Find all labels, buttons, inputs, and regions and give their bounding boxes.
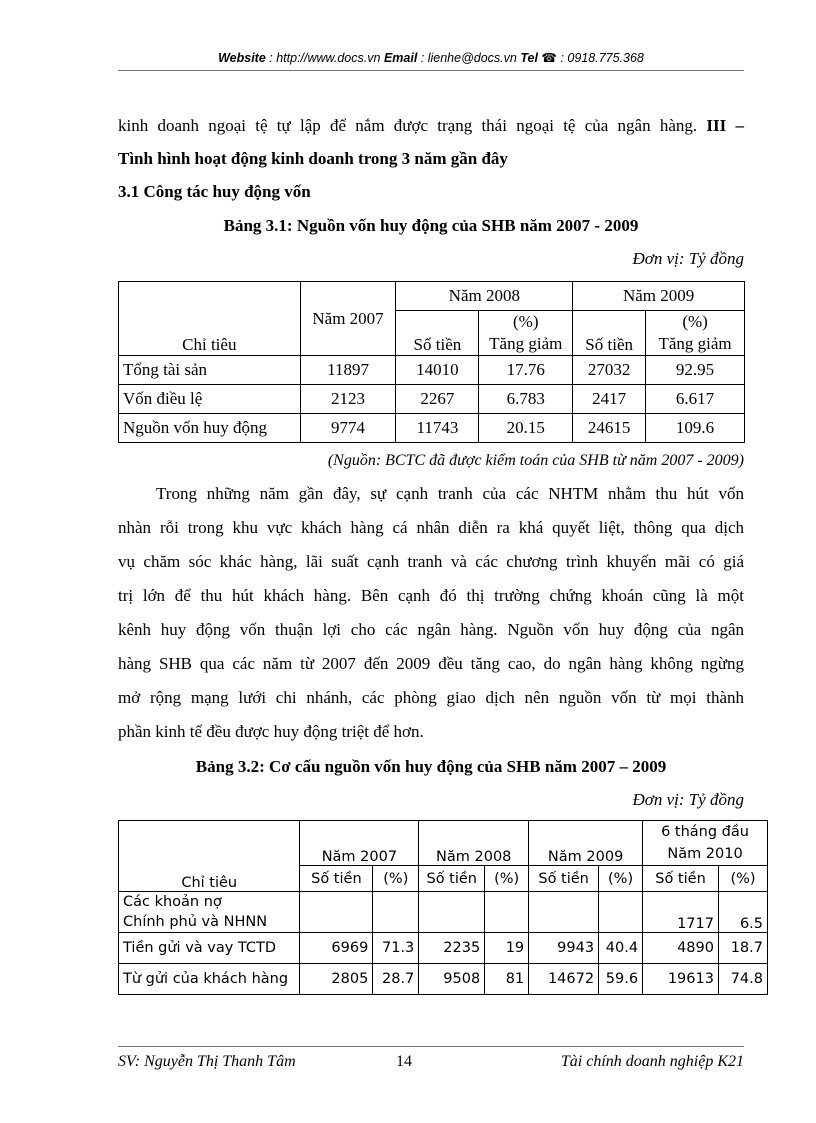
footer-divider xyxy=(118,1046,744,1047)
table1-unit: Đơn vị: Tỷ đồng xyxy=(632,249,744,268)
table2: Chỉ tiêu Năm 2007 Năm 2008 Năm 2009 6 tháng đầu Năm 2010 Số tiền (%) Số tiền (%) Số tiền (%) Số tiền (%) Các khoản nợ Chính phủ và NHNN 1717 6.5 Tiền gửi và vay TCTD 6969 71.3 2235 19 9943 40.4 4890 18.7 Từ gửi của khách hàng 2805 28.7 9508 81 14672 59.6 19613 74.8 xyxy=(118,820,768,995)
subsection-heading: 3.1 Công tác huy động vốn xyxy=(118,182,311,201)
section-heading: Tình hình hoạt động kinh doanh trong 3 năm gần đây xyxy=(118,149,508,168)
table2-unit: Đơn vị: Tỷ đồng xyxy=(632,790,744,809)
paragraph-line: kênh huy động vốn thuận lợi cho các ngân hàng. Nguồn vốn huy động của ngân xyxy=(118,620,744,639)
table1-sub-amount: Số tiền xyxy=(396,311,479,356)
website-url[interactable]: : http://www.docs.vn xyxy=(269,51,381,65)
table-row: Nguồn vốn huy động 9774 11743 20.15 24615 109.6 xyxy=(119,414,745,443)
table-row: Tổng tài sản 11897 14010 17.76 27032 92.95 xyxy=(119,356,745,385)
tel-label: Tel ☎ xyxy=(520,51,557,65)
table1-sub-pct: (%) xyxy=(646,311,745,334)
footer-student: SV: Nguyễn Thị Thanh Tâm xyxy=(118,1053,296,1070)
table2-header-2008: Năm 2008 xyxy=(419,821,529,866)
table-row: Các khoản nợ Chính phủ và NHNN 1717 6.5 xyxy=(119,892,768,933)
table1-sub-change: Tăng giảm xyxy=(646,333,745,356)
table-row: Tiền gửi và vay TCTD 6969 71.3 2235 19 9943 40.4 4890 18.7 xyxy=(119,933,768,964)
table1 xyxy=(118,281,745,443)
website-label: Website xyxy=(218,51,266,65)
table1-caption: Bảng 3.1: Nguồn vốn huy động của SHB năm 2007 - 2009 xyxy=(223,216,639,235)
table1-sub-amount: Số tiền xyxy=(573,311,646,356)
table2-header-2010: 6 tháng đầu Năm 2010 xyxy=(643,821,768,866)
table1-source: (Nguồn: BCTC đã được kiểm toán của SHB từ năm 2007 - 2009) xyxy=(327,452,744,469)
table1-sub-pct: (%) xyxy=(479,311,573,334)
table-row: Vốn điều lệ 2123 2267 6.783 2417 6.617 xyxy=(119,385,745,414)
header-divider xyxy=(118,70,744,71)
paragraph-line: mở rộng mạng lưới chi nhánh, các phòng giao dịch nên nguồn vốn từ mọi thành xyxy=(118,688,744,707)
table2-header-indicator: Chỉ tiêu xyxy=(119,821,300,892)
footer-course: Tài chính doanh nghiệp K21 xyxy=(560,1053,744,1070)
paragraph-line: hàng SHB qua các năm từ 2007 đến 2009 đều tăng cao, do ngân hàng không ngừng xyxy=(118,654,744,673)
table1-header-2008: Năm 2008 xyxy=(396,282,573,311)
page-number: 14 xyxy=(396,1053,412,1070)
table1-sub-change: Tăng giảm xyxy=(479,333,573,356)
table2-row-label: Các khoản nợ Chính phủ và NHNN xyxy=(119,892,300,933)
paragraph-line: trị lớn để thu hút khách hàng. Bên cạnh đó thị trường chứng khoán cũng là một xyxy=(118,586,744,605)
paragraph-line: vụ chăm sóc khác hàng, lãi suất cạnh tranh và các chương trình khuyến mãi có giá xyxy=(118,552,744,571)
paragraph-line: nhàn rỗi trong khu vực khách hàng cá nhân diễn ra khá quyết liệt, thông qua dịch xyxy=(118,518,744,537)
page-header xyxy=(118,50,744,65)
paragraph-line: phần kinh tế đều được huy động triệt để hơn. xyxy=(118,722,424,741)
section-number-iii: III – xyxy=(706,116,744,135)
email-label: Email xyxy=(383,51,418,65)
table2-header-2007: Năm 2007 xyxy=(300,821,419,866)
paragraph-line: Trong những năm gần đây, sự cạnh tranh của các NHTM nhằm thu hút vốn xyxy=(156,484,744,503)
intro-line: kinh doanh ngoại tệ tự lập để nắm được trạng thái ngoại tệ của ngân hàng. III – xyxy=(118,116,744,135)
table1-header-2009: Năm 2009 xyxy=(573,282,745,311)
table1-header-indicator: Chỉ tiêu xyxy=(119,282,301,356)
table1-header-2007: Năm 2007 xyxy=(300,282,396,356)
email-value[interactable]: : lienhe@docs.vn xyxy=(420,51,517,65)
tel-value: : 0918.775.368 xyxy=(560,51,644,65)
table-row: Từ gửi của khách hàng 2805 28.7 9508 81 14672 59.6 19613 74.8 xyxy=(119,964,768,995)
table2-header-2009: Năm 2009 xyxy=(529,821,643,866)
table2-caption: Bảng 3.2: Cơ cấu nguồn vốn huy động của SHB năm 2007 – 2009 xyxy=(195,757,667,776)
